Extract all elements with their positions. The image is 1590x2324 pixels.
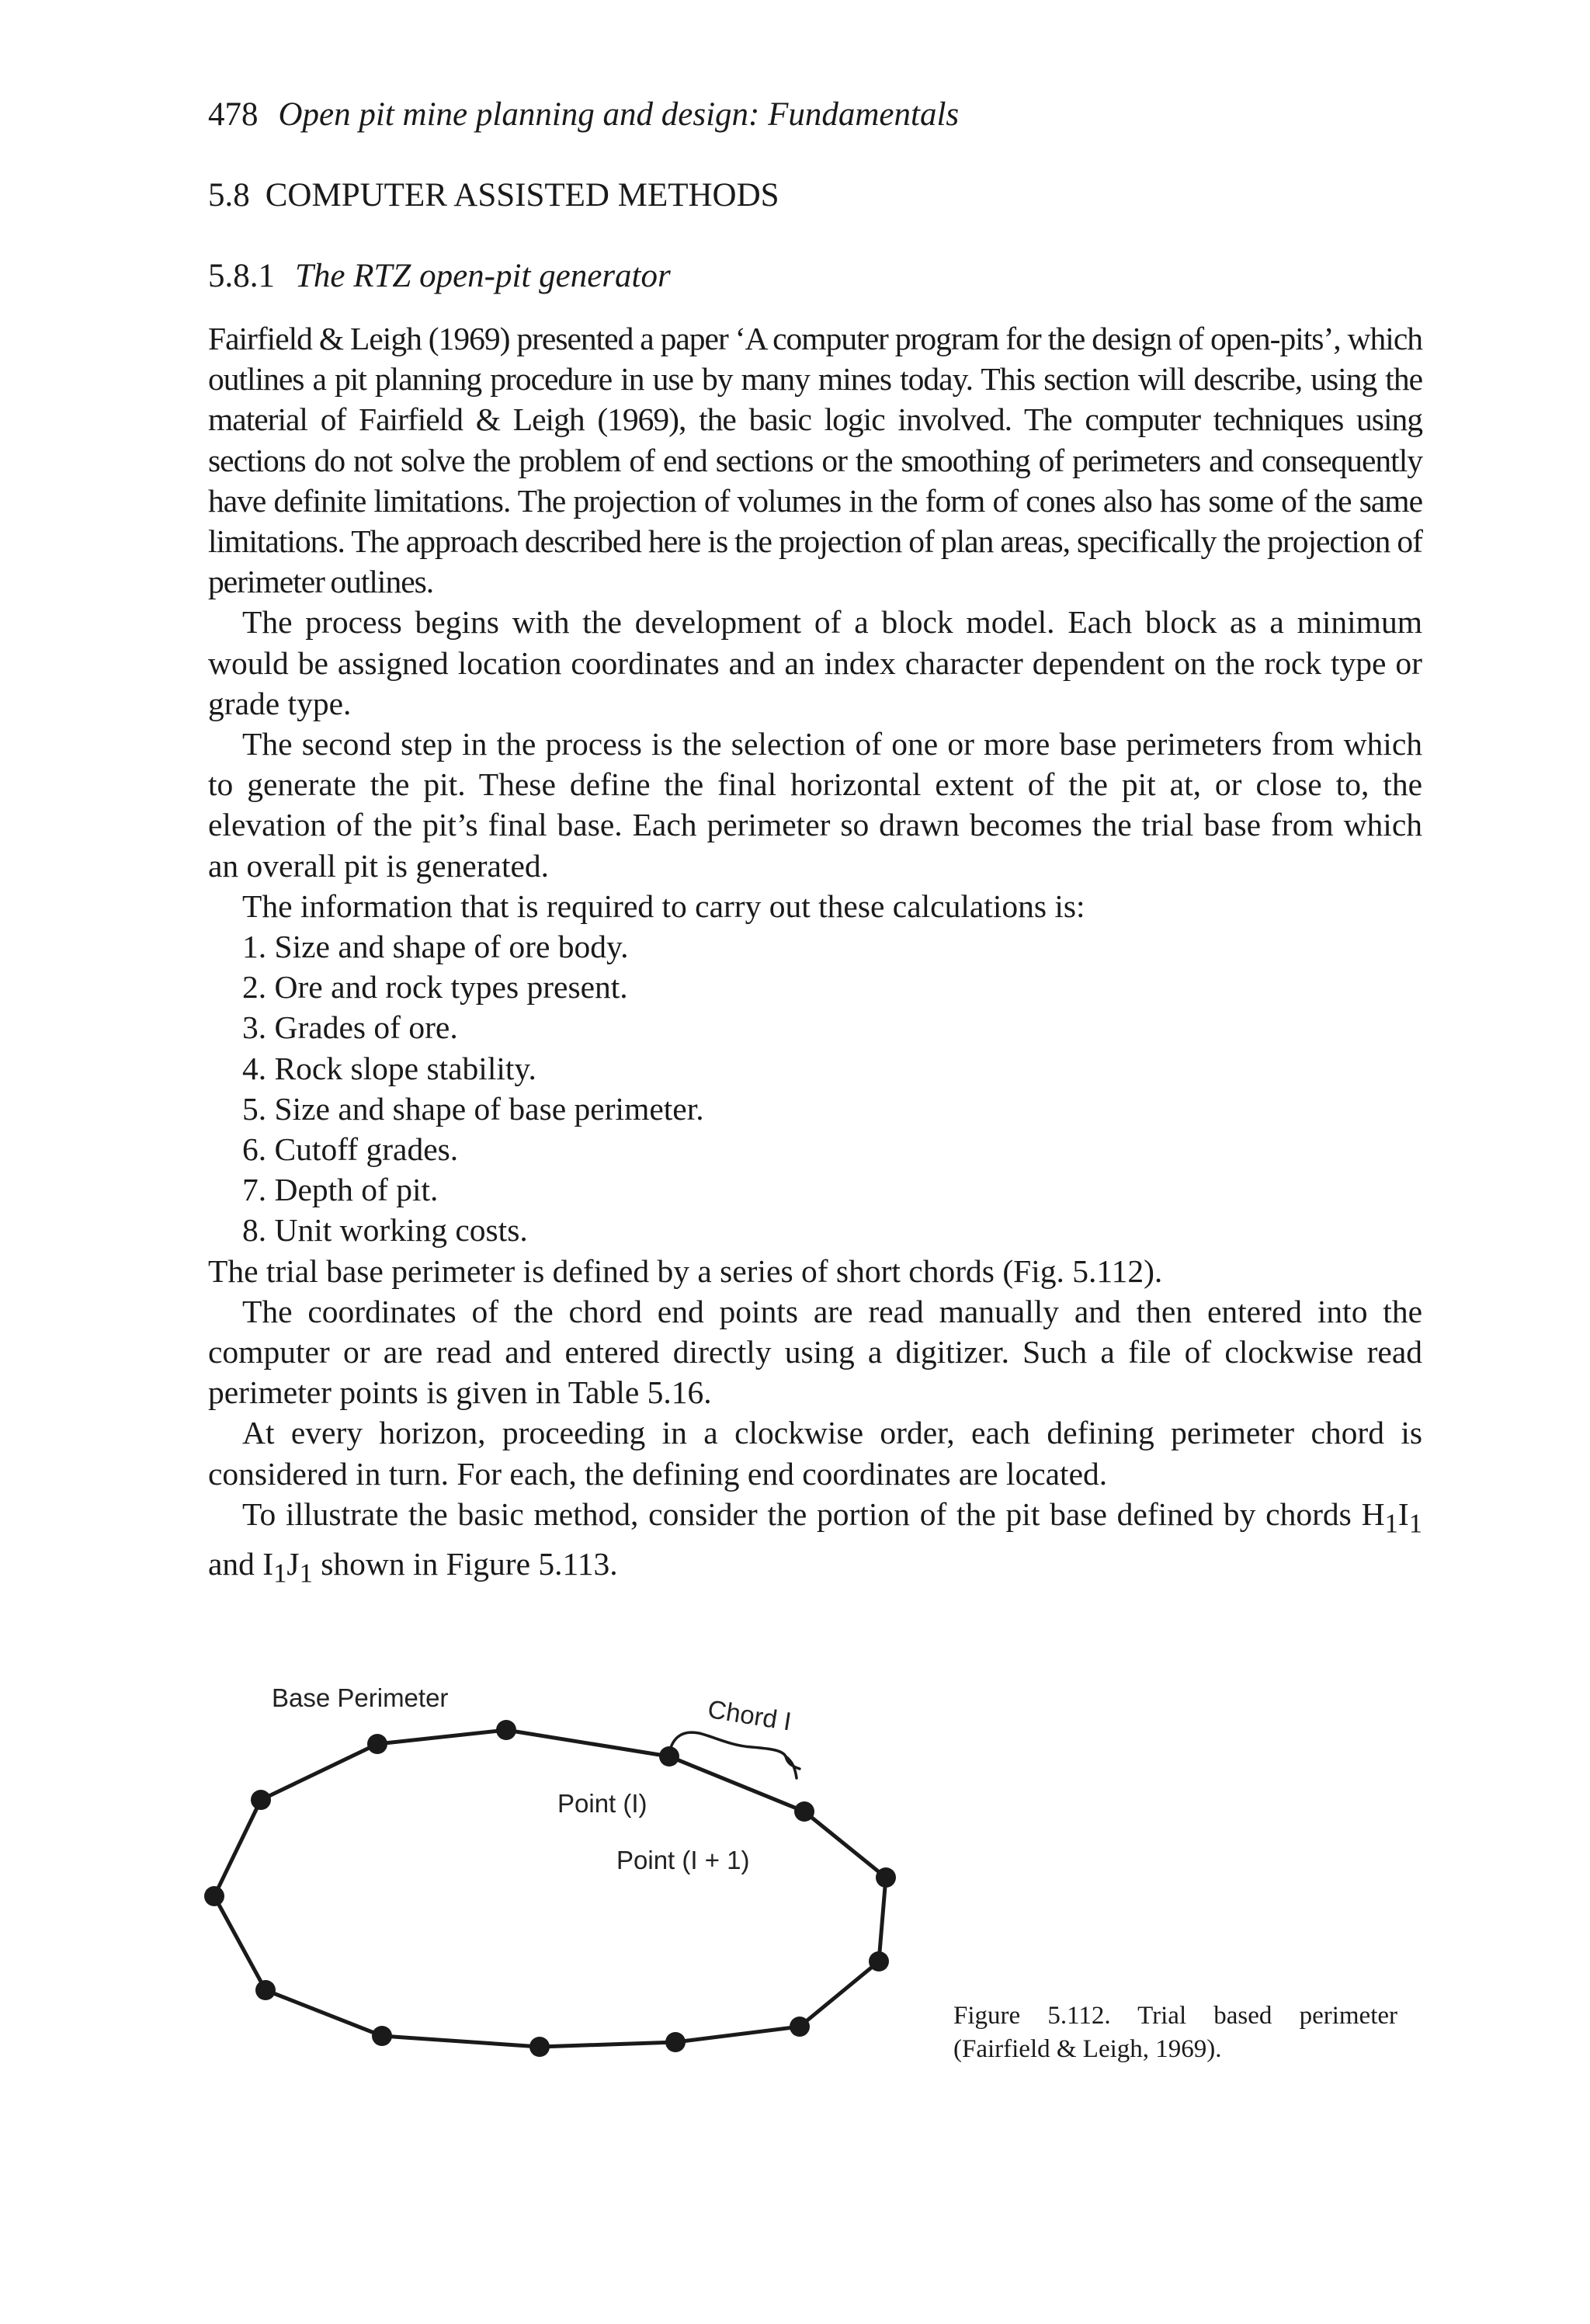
- list-item: 7. Depth of pit.: [242, 1172, 439, 1208]
- chord-label: Chord I: [706, 1694, 793, 1736]
- list-item: 5. Size and shape of base perimeter.: [242, 1090, 704, 1127]
- running-title: Open pit mine planning and design: Fundamentals: [278, 96, 960, 133]
- text-run: J: [286, 1546, 300, 1582]
- figure-trial-base-perimeter: [194, 1669, 970, 2104]
- point-next-label: Point (I + 1): [616, 1846, 750, 1874]
- list-item: 4. Rock slope stability.: [242, 1050, 536, 1086]
- list-item: 6. Cutoff grades.: [242, 1131, 459, 1168]
- text-run: shown in Figure 5.113.: [312, 1546, 618, 1582]
- subsection-title: The RTZ open-pit generator: [295, 258, 671, 294]
- paragraph-block-model: The process begins with the development of a block model. Each block as a minimum would be assigned location coordinates and an index character dependent on the rock type or grade type.: [208, 604, 1422, 721]
- body-text: [208, 318, 1422, 1594]
- subscript: 1: [1384, 1509, 1398, 1539]
- section-heading: [208, 172, 779, 219]
- paragraph-intro: Fairfield & Leigh (1969) presented a paper ‘A computer program for the design of open-pits’, which outlines a pit planning procedure in use by many mines today. This section will describe, using the material of Fairfield & Leigh (1969), the basic logic involved. The computer techniques using sections do not solve the problem of end sections or the smoothing of perimeters and consequently have definite limitations. The projection of volumes in the form of cones also has some of the same limitations. The approach described here is the projection of plan areas, specifically the projection of perimeter outlines.: [208, 321, 1422, 600]
- base-perimeter-outline: [214, 1730, 886, 2047]
- page-header: [208, 92, 959, 138]
- base-perimeter-label: Base Perimeter: [272, 1683, 449, 1712]
- paragraph-coordinates: The coordinates of the chord end points are read manually and then entered into the computer or are read and entered directly using a digitizer. Such a file of clockwise read perimeter points is given in Table 5.16.: [208, 1293, 1422, 1411]
- paragraph-horizon: At every horizon, proceeding in a clockwise order, each defining perimeter chord is considered in turn. For each, the defining end coordinates are located.: [208, 1415, 1422, 1492]
- perimeter-point: [372, 2026, 392, 2046]
- page-number: 478: [208, 96, 259, 133]
- perimeter-point: [790, 2017, 810, 2037]
- perimeter-diagram: [194, 1669, 970, 2104]
- perimeter-point: [204, 1886, 224, 1906]
- perimeter-point: [496, 1720, 516, 1740]
- subscript: 1: [1408, 1509, 1422, 1539]
- list-item: 2. Ore and rock types present.: [242, 969, 628, 1006]
- perimeter-point: [529, 2037, 550, 2057]
- perimeter-point: [255, 1980, 276, 2000]
- section-title: COMPUTER ASSISTED METHODS: [265, 177, 779, 214]
- subsection-heading: [208, 253, 671, 300]
- text-run: I: [1397, 1495, 1409, 1532]
- chord-brace: [669, 1732, 800, 1778]
- list-item: 3. Grades of ore.: [242, 1009, 458, 1046]
- list-item: 1. Size and shape of ore body.: [242, 929, 629, 965]
- perimeter-point: [665, 2032, 686, 2052]
- subscript: 1: [273, 1558, 287, 1589]
- perimeter-point: [659, 1746, 679, 1766]
- text-run: To illustrate the basic method, consider the portion of the pit base defined by chords H: [242, 1495, 1385, 1532]
- paragraph-trial-base: The trial base perimeter is defined by a series of short chords (Fig. 5.112).: [208, 1252, 1163, 1289]
- subsection-number: 5.8.1: [208, 258, 275, 294]
- perimeter-point: [794, 1801, 814, 1822]
- list-item: 8. Unit working costs.: [242, 1212, 528, 1249]
- perimeter-point: [869, 1951, 889, 1971]
- point-label: Point (I): [557, 1789, 647, 1818]
- paragraph-illustrate: [208, 1494, 1422, 1594]
- subscript: 1: [299, 1558, 313, 1589]
- perimeter-point: [876, 1867, 896, 1888]
- paragraph-base-perimeters: The second step in the process is the selection of one or more base perimeters from which to generate the pit. These define the final horizontal extent of the pit at, or close to, the elevation of the pit’s final base. Each perimeter so drawn becomes the trial base from which an overall pit is generated.: [208, 726, 1422, 884]
- requirements-list: [208, 926, 1422, 1251]
- perimeter-point: [367, 1734, 387, 1754]
- figure-caption: Figure 5.112. Trial based perimeter (Fairfield & Leigh, 1969).: [953, 2002, 1397, 2063]
- section-number: 5.8: [208, 177, 250, 214]
- text-run: and I: [208, 1546, 274, 1582]
- perimeter-point: [251, 1790, 271, 1810]
- paragraph-information: The information that is required to carry out these calculations is:: [242, 888, 1085, 924]
